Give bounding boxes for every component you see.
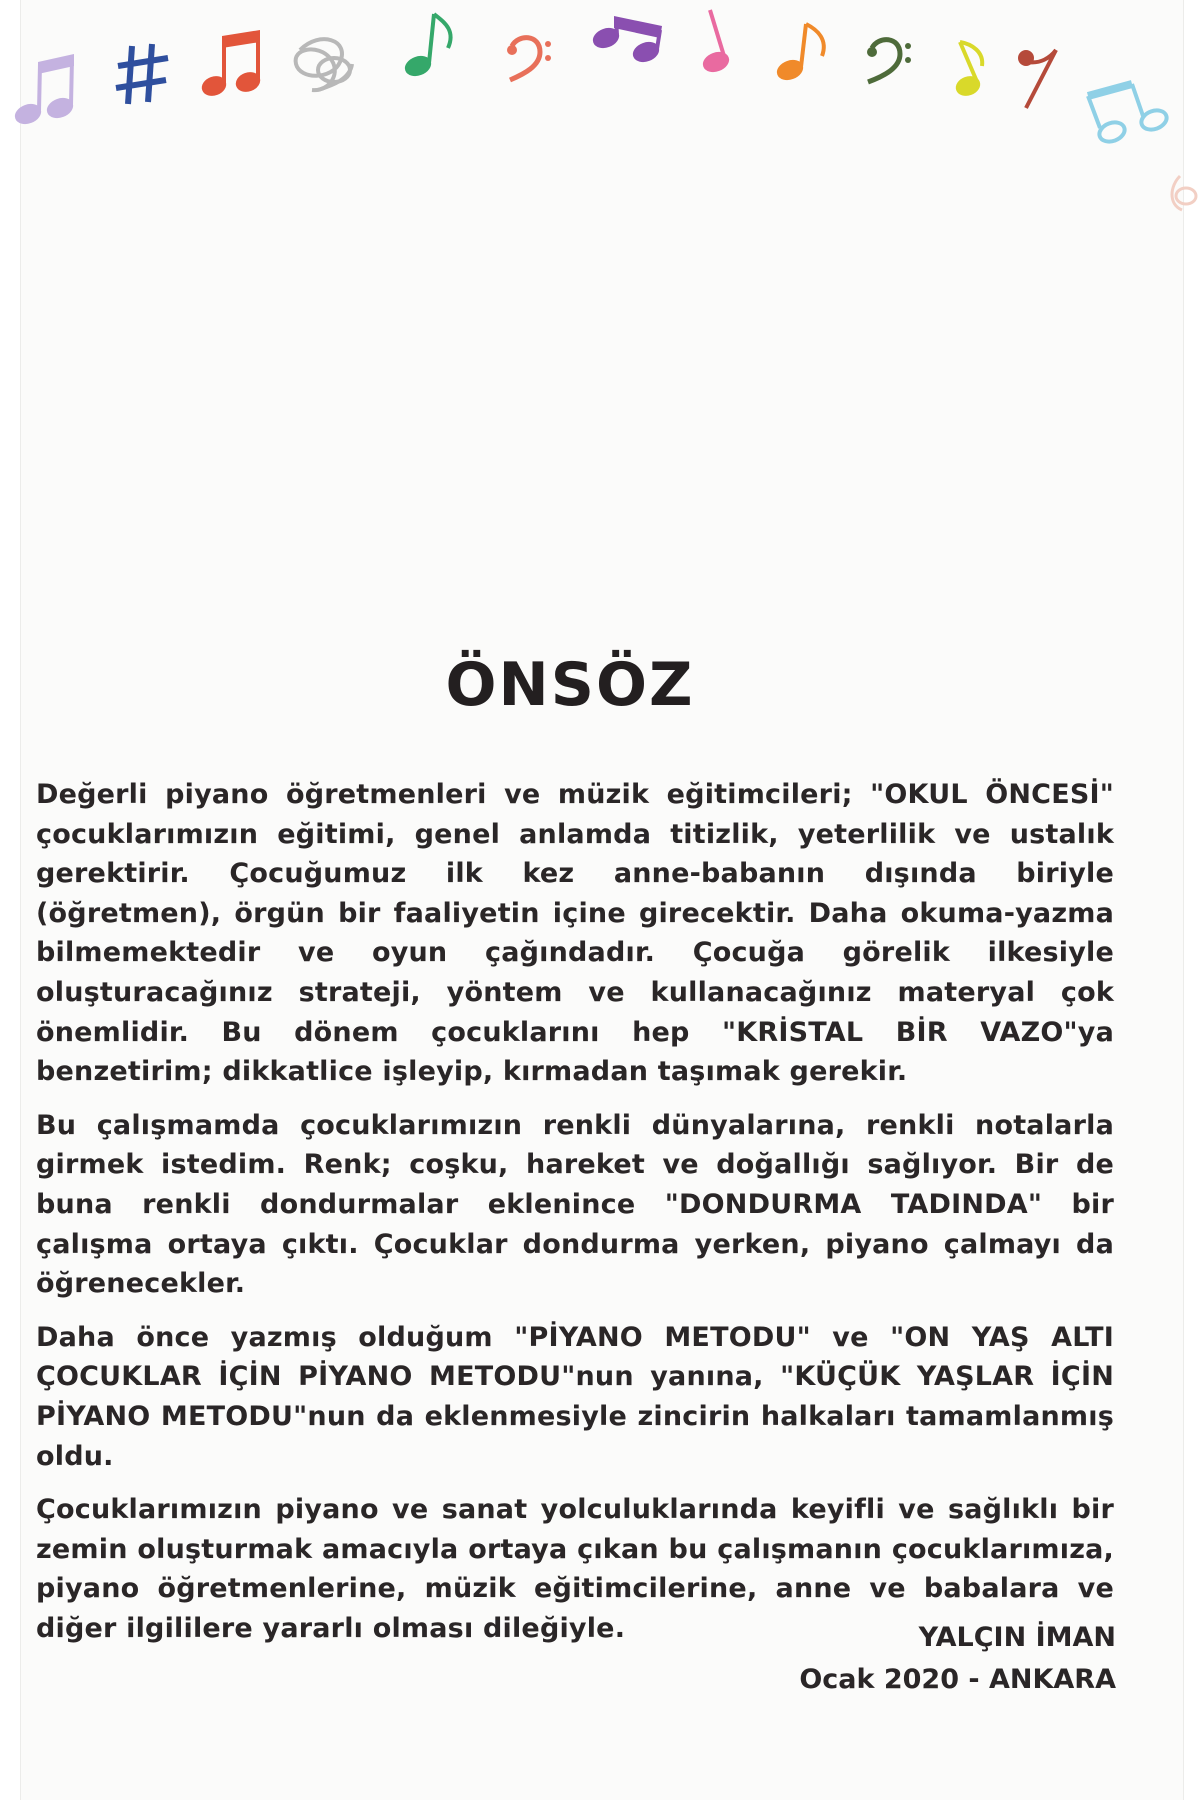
page-title: ÖNSÖZ bbox=[445, 650, 695, 720]
sharp-icon bbox=[116, 44, 168, 104]
eighth-note-icon bbox=[775, 24, 824, 83]
paragraph: Değerli piyano öğretmenleri ve müzik eğitimcileri; "OKUL ÖNCESİ" çocuklarımızın eğitimi, genel anlamda titizlik, yeterlilik ve ustalık gerektirir. Çocuğumuz ilk kez anne-babanın dışında biriyle (öğretmen), örgün bir faaliyetin içine girecektir. Daha okuma-yazma bilmemektedir ve oyun çağındadır. Çocuğa görelik ilkesiyle oluşturacağınız strateji, yöntem ve kullanacağınız materyal çok önemlidir. Bu dönem çocuklarını hep "KRİSTAL BİR VAZO"ya benzetirim; dikkatlice işleyip, kırmadan taşımak gerekir. bbox=[36, 779, 1114, 1088]
eighth-rest-icon bbox=[1018, 50, 1056, 108]
paragraph: Çocuklarımızın piyano ve sanat yolculuklarında keyifli ve sağlıklı bir zemin oluşturmak amacıyla ortaya çıkan bu çalışmanın çocuklarımıza, piyano öğretmenlerine, müzik eğitimcilerine, anne ve babalara ve diğer ilgililere yararlı olması dileğiyle. bbox=[36, 1494, 1114, 1644]
beamed-notes-icon bbox=[591, 16, 662, 65]
bass-clef-icon bbox=[507, 38, 551, 80]
beamed-notes-icon bbox=[13, 54, 76, 127]
treble-clef-icon bbox=[1172, 176, 1196, 210]
signature-block bbox=[799, 1617, 1116, 1701]
treble-clef-icon bbox=[296, 39, 352, 90]
beamed-notes-icon bbox=[1088, 84, 1169, 145]
date-place: Ocak 2020 - ANKARA bbox=[799, 1664, 1116, 1695]
eighth-note-icon bbox=[403, 14, 451, 79]
bass-clef-icon bbox=[867, 40, 911, 82]
author-name: YALÇIN İMAN bbox=[918, 1622, 1116, 1653]
foreword-body bbox=[36, 775, 1114, 1662]
paragraph: Bu çalışmamda çocuklarımızın renkli dünyalarına, renkli notalarla girmek istedim. Renk; coşku, hareket ve doğallığı sağlıyor. Bir de buna renkli dondurmalar eklenince "DONDURMA TADINDA" bir çalışma ortaya çıktı. Çocuklar dondurma yerken, piyano çalmayı da öğrenecekler. bbox=[36, 1109, 1114, 1300]
music-notes-border bbox=[0, 0, 1200, 240]
quarter-note-icon bbox=[701, 10, 732, 75]
eighth-note-icon bbox=[954, 42, 983, 99]
paragraph: Daha önce yazmış olduğum "PİYANO METODU" ve "ON YAŞ ALTI ÇOCUKLAR İÇİN PİYANO METODU"nun yanına, "KÜÇÜK YAŞLAR İÇİN PİYANO METODU"nun da eklenmesiyle zincirin halkaları tamamlanmış oldu. bbox=[36, 1321, 1114, 1472]
beamed-notes-icon bbox=[200, 30, 263, 99]
